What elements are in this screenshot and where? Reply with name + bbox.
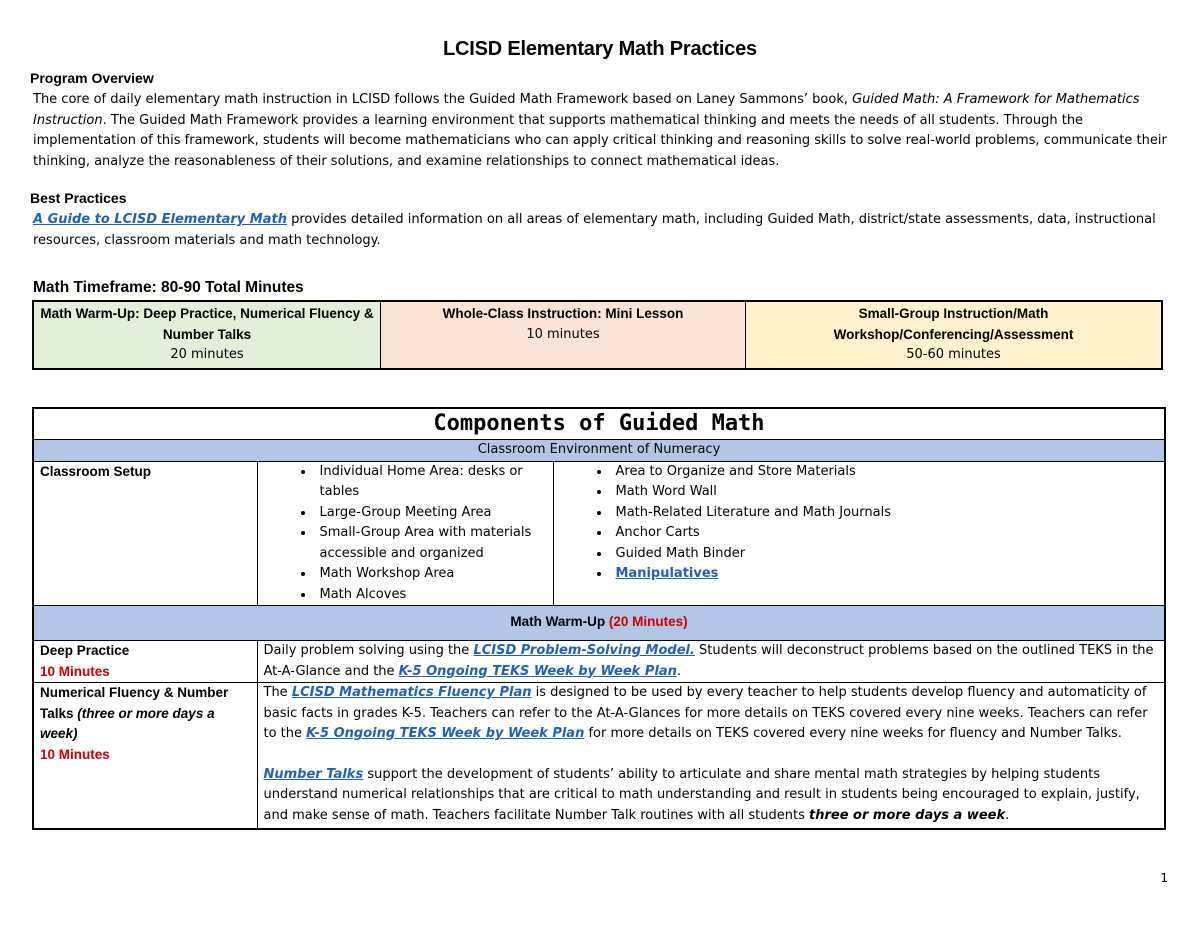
- small-group-timeframe-time: 50-60 minutes: [906, 347, 1001, 362]
- guide-link[interactable]: A Guide to LCISD Elementary Math: [33, 212, 287, 227]
- program-overview-text: [33, 90, 1173, 172]
- setup-list-1-cell: [257, 461, 553, 606]
- small-group-timeframe-cell: [746, 301, 1163, 369]
- math-warmup-header-time: (20 Minutes): [608, 614, 688, 630]
- deep-practice-description: [257, 641, 1165, 683]
- math-warmup-header: [33, 606, 1165, 641]
- list-item: • Individual Home Area: desks or tables: [315, 462, 551, 503]
- program-overview-heading: Program Overview: [30, 70, 154, 86]
- timeframe-heading: Math Timeframe: 80-90 Total Minutes: [33, 279, 304, 296]
- classroom-environment-header: [33, 440, 1165, 462]
- teks-week-plan-link[interactable]: K-5 Ongoing TEKS Week by Week Plan: [398, 663, 677, 679]
- fluency-text-5: .: [1005, 807, 1010, 823]
- deep-practice-text-2: Students will deconstruct problems based on the outlined TEKS in the At-A-Glance and the: [263, 643, 1154, 679]
- fluency-label-cell: [33, 683, 257, 830]
- fluency-label-main: Numerical Fluency & Number Talks: [40, 685, 229, 721]
- overview-text-post: . The Guided Math Framework provides a learning environment that supports mathematical thinking and meets the needs of all students. Through the implementation of this framework, students will become mathematicians who can apply critical thinking and reasoning skills to solve real-world problems, communicate their thinking, analyze the reasonableness of their solutions, and examine relationships to connect mathematical ideas.: [33, 112, 1167, 169]
- best-practices-text: [33, 210, 1173, 251]
- classroom-environment-header-text: Classroom Environment of Numeracy: [477, 442, 721, 457]
- components-title: Components of Guided Math: [33, 408, 1165, 440]
- deep-practice-text-1: Daily problem solving using the: [263, 643, 474, 658]
- list-item: • Math Workshop Area: [315, 564, 551, 585]
- warmup-timeframe-time: 20 minutes: [170, 347, 244, 362]
- components-table: [32, 407, 1166, 830]
- deep-practice-label: Deep Practice: [40, 643, 130, 658]
- list-item: • Large-Group Meeting Area: [315, 503, 551, 524]
- list-item: • Math Word Wall: [611, 482, 1165, 503]
- classroom-setup-label-cell: [33, 461, 257, 606]
- deep-practice-label-cell: [33, 641, 257, 683]
- fluency-plan-link[interactable]: LCISD Mathematics Fluency Plan: [291, 685, 532, 700]
- list-item: • Anchor Carts: [611, 523, 1165, 544]
- whole-class-timeframe-title: Whole-Class Instruction: Mini Lesson: [442, 306, 684, 321]
- overview-text-pre: The core of daily elementary math instruction in LCISD follows the Guided Math Framework based on Laney Sammons’ book,: [33, 92, 853, 107]
- manipulatives-link[interactable]: Manipulatives: [615, 566, 719, 581]
- small-group-timeframe-title: Small-Group Instruction/Math Workshop/Conferencing/Assessment: [833, 306, 1074, 342]
- list-item: • Math Alcoves: [315, 585, 551, 606]
- teks-week-plan-link-2[interactable]: K-5 Ongoing TEKS Week by Week Plan: [306, 726, 585, 741]
- timeframe-table: [32, 300, 1163, 370]
- page-title: LCISD Elementary Math Practices: [443, 38, 757, 60]
- best-practices-heading: Best Practices: [30, 190, 127, 206]
- fluency-text-2: is designed to be used by every teacher to help students develop fluency and automaticity of basic facts in grades K-5. Teachers can refer to the At-A-Glances for more details on TEKS covered every nine weeks. Teachers can refer to the: [263, 685, 1148, 741]
- best-practices-desc: provides detailed information on all areas of elementary math, including Guided Math, district/state assessments, data, instructional resources, classroom materials and math technology.: [33, 212, 1156, 248]
- list-item: • Guided Math Binder: [611, 544, 1165, 565]
- whole-class-timeframe-cell: [381, 301, 746, 369]
- fluency-label: [40, 683, 251, 745]
- deep-practice-time: 10 Minutes: [40, 663, 110, 679]
- book-title: Guided Math: A Framework for Mathematics Instruction: [33, 92, 1140, 128]
- number-talks-link[interactable]: Number Talks: [263, 766, 364, 782]
- problem-solving-model-link[interactable]: LCISD Problem-Solving Model.: [473, 643, 695, 658]
- fluency-label-italic: (three or more days a week): [40, 705, 215, 741]
- setup-list-2-cell: [553, 461, 1165, 606]
- fluency-text-1: The: [263, 685, 292, 700]
- classroom-setup-label: Classroom Setup: [40, 463, 152, 479]
- whole-class-timeframe-time: 10 minutes: [526, 326, 600, 342]
- warmup-timeframe-cell: [33, 301, 381, 369]
- deep-practice-text-3: .: [676, 663, 681, 679]
- fluency-paragraph-2: [264, 765, 1159, 827]
- list-item: • Math-Related Literature and Math Journals: [611, 503, 1165, 524]
- warmup-timeframe-title: Math Warm-Up: Deep Practice, Numerical Fluency & Number Talks: [40, 306, 374, 342]
- list-item: [611, 564, 1165, 585]
- list-item: • Area to Organize and Store Materials: [611, 462, 1165, 483]
- setup-list-1: [258, 462, 551, 606]
- fluency-time: 10 Minutes: [40, 746, 110, 762]
- fluency-paragraph-1: [264, 683, 1159, 745]
- fluency-text-4: support the development of students’ ability to articulate and share mental math strategies by helping students understand numerical relationships that are critical to math understanding and result in students being encouraged to explain, justify, and make sense of math. Teachers facilitate Number Talk routines with all students: [263, 766, 1140, 823]
- fluency-description: [257, 683, 1165, 830]
- list-item: • Small-Group Area with materials accessible and organized: [315, 523, 551, 564]
- fluency-text-3: for more details on TEKS covered every nine weeks for fluency and Number Talks.: [584, 726, 1122, 741]
- page-number: 1: [1160, 871, 1168, 885]
- fluency-emphasis: three or more days a week: [809, 807, 1006, 823]
- math-warmup-header-text: Math Warm-Up: [510, 614, 609, 630]
- setup-list-2: [554, 462, 1165, 585]
